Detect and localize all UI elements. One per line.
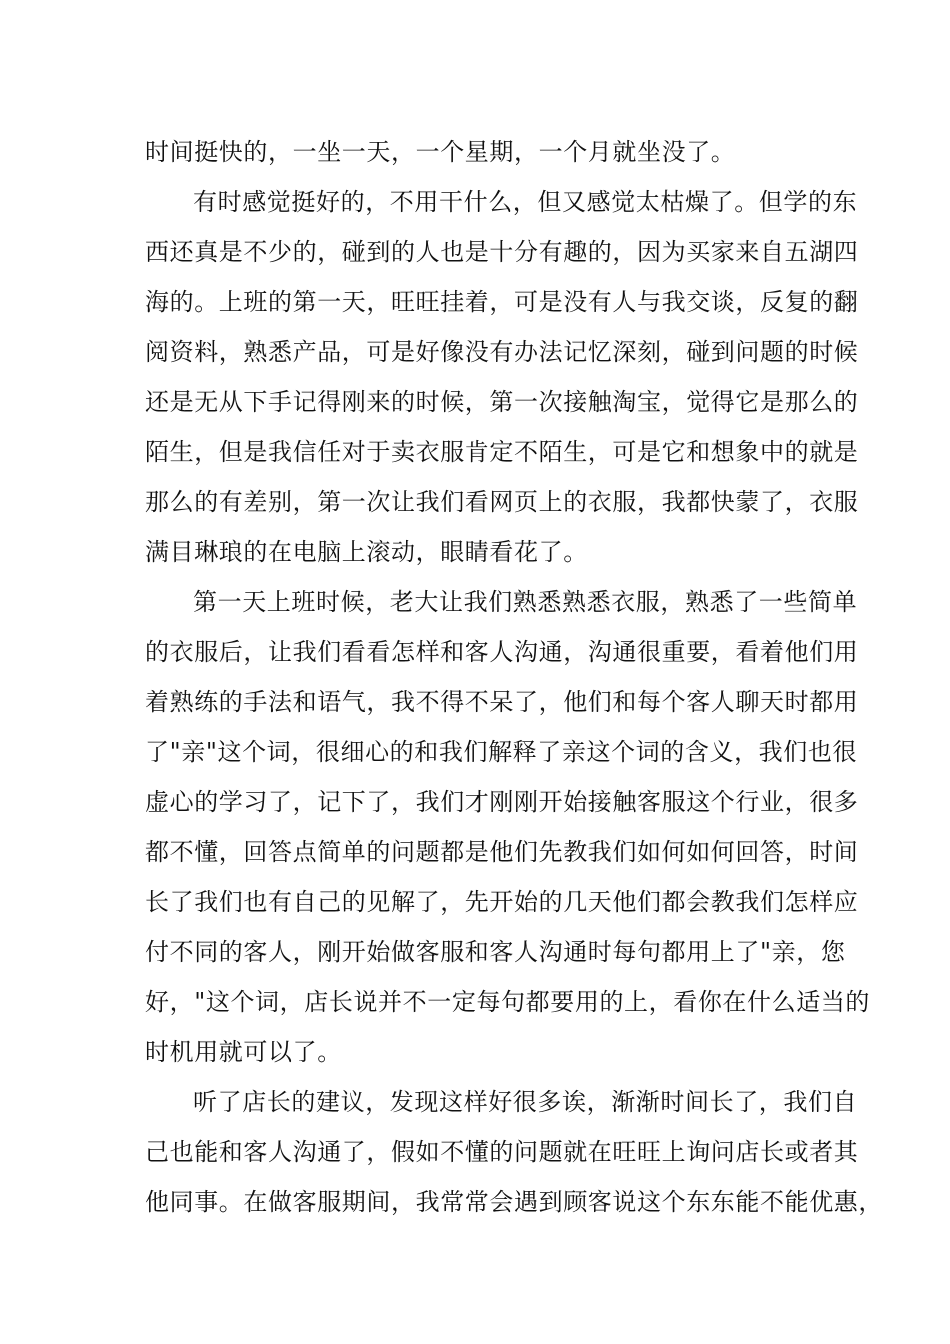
paragraph-first-line: 有时感觉挺好的，不用干什么，但又感觉太枯燥了。但学的东 xyxy=(193,188,858,216)
text-line: 付不同的客人，刚开始做客服和客人沟通时每句都用上了"亲，您 xyxy=(145,938,846,966)
text-line: 长了我们也有自己的见解了，先开始的几天他们都会教我们怎样应 xyxy=(145,888,859,916)
paragraph-first-line: 第一天上班时候，老大让我们熟悉熟悉衣服，熟悉了一些简单 xyxy=(193,588,858,616)
text-line: 满目琳琅的在电脑上滚动，眼睛看花了。 xyxy=(145,538,588,566)
text-line: 都不懂，回答点简单的问题都是他们先教我们如何如何回答，时间 xyxy=(145,838,859,866)
text-line: 他同事。在做客服期间，我常常会遇到顾客说这个东东能不能优惠， xyxy=(145,1188,883,1216)
text-line: 着熟练的手法和语气，我不得不呆了，他们和每个客人聊天时都用 xyxy=(145,688,859,716)
text-line: 还是无从下手记得刚来的时候，第一次接触淘宝，觉得它是那么的 xyxy=(145,388,859,416)
text-line: 那么的有差别，第一次让我们看网页上的衣服，我都快蒙了，衣服 xyxy=(145,488,859,516)
paragraph-first-line: 听了店长的建议，发现这样好很多诶，渐渐时间长了，我们自 xyxy=(193,1088,858,1116)
text-line: 海的。上班的第一天，旺旺挂着，可是没有人与我交谈，反复的翻 xyxy=(145,288,859,316)
text-line: 西还真是不少的，碰到的人也是十分有趣的，因为买家来自五湖四 xyxy=(145,238,859,266)
text-line: 时机用就可以了。 xyxy=(145,1038,342,1066)
text-line: 了"亲"这个词，很细心的和我们解释了亲这个词的含义，我们也很 xyxy=(145,738,858,766)
text-line: 阅资料，熟悉产品，可是好像没有办法记忆深刻，碰到问题的时候 xyxy=(145,338,859,366)
text-line: 的衣服后，让我们看看怎样和客人沟通，沟通很重要，看着他们用 xyxy=(145,638,859,666)
text-line: 好，"这个词，店长说并不一定每句都要用的上，看你在什么适当的 xyxy=(145,988,871,1016)
text-line: 陌生，但是我信任对于卖衣服肯定不陌生，可是它和想象中的就是 xyxy=(145,438,859,466)
text-line: 时间挺快的，一坐一天，一个星期，一个月就坐没了。 xyxy=(145,138,736,166)
text-line: 己也能和客人沟通了，假如不懂的问题就在旺旺上询问店长或者其 xyxy=(145,1138,859,1166)
text-line: 虚心的学习了，记下了，我们才刚刚开始接触客服这个行业，很多 xyxy=(145,788,859,816)
